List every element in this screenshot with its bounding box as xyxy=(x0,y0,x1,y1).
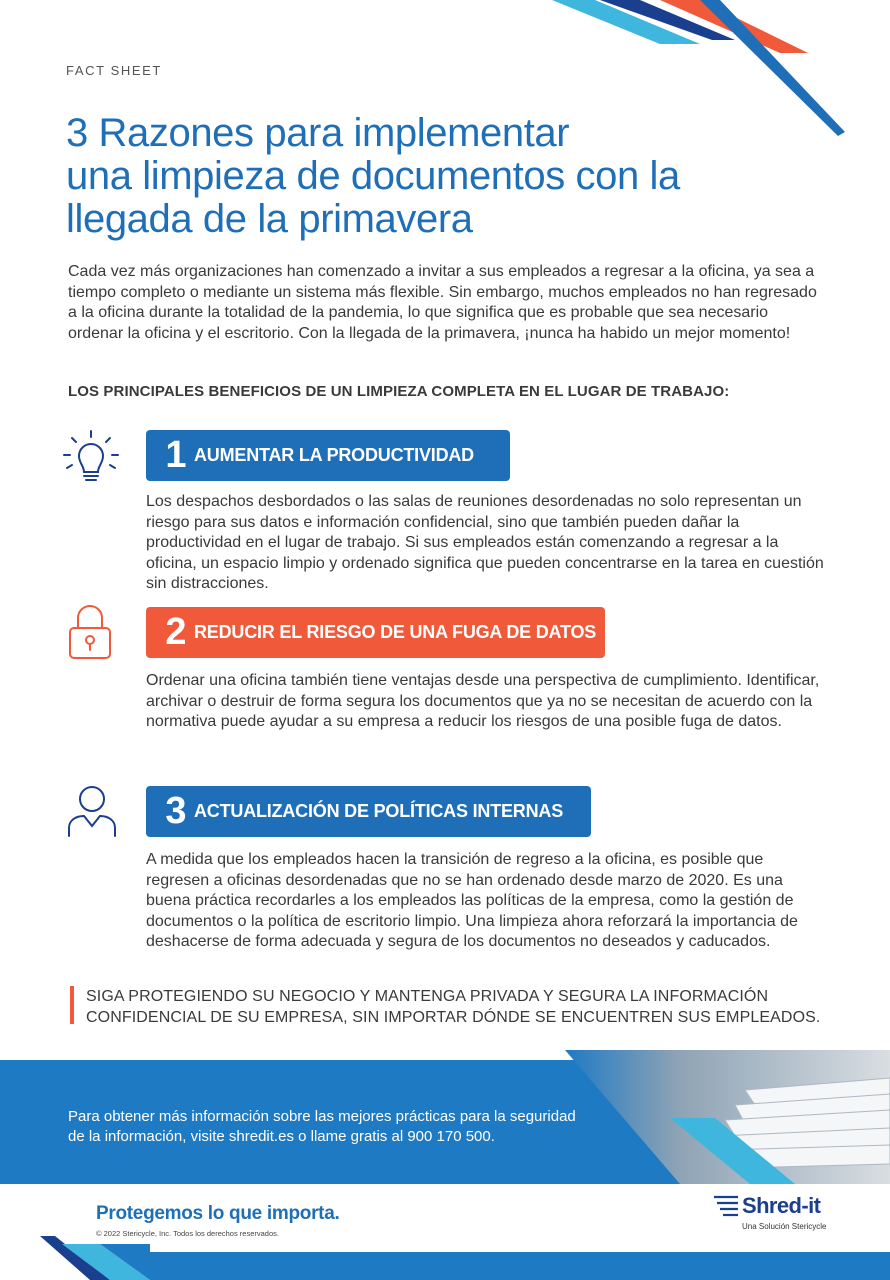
reason-heading: AUMENTAR LA PRODUCTIVIDAD xyxy=(194,445,474,465)
callout-text: SIGA PROTEGIENDO SU NEGOCIO Y MANTENGA PRIVADA Y SEGURA LA INFORMACIÓN CONFIDENCIAL DE SU EMPRESA, SIN IMPORTAR DÓNDE SE ENCUENTREN SUS EMPLEADOS. xyxy=(86,988,821,1026)
person-icon xyxy=(66,784,118,838)
bottom-stripes-decoration xyxy=(0,1230,890,1280)
title-line: 3 Razones para implementar xyxy=(66,111,570,155)
callout-accent-bar xyxy=(70,986,74,1024)
title-line: llegada de la primavera xyxy=(66,197,473,241)
tagline: Protegemos lo que importa. xyxy=(96,1203,340,1224)
reason-number: 3 xyxy=(165,790,187,832)
logo-mark-icon xyxy=(712,1194,740,1220)
title-line: una limpieza de documentos con la xyxy=(66,154,680,198)
reason-number: 1 xyxy=(165,434,187,476)
logo-wordmark: Shred-it xyxy=(742,1193,821,1218)
logo-subtitle: Una Solución Stericycle xyxy=(742,1222,827,1231)
lightbulb-icon xyxy=(62,428,120,486)
reason-1-text: Los despachos desbordados o las salas de reuniones desordenadas no solo representan un riesgo para sus datos e información confidencial, sino que también pueden dañar la productividad en el lugar de trabajo. Si sus empleados están comenzando a regresar a la oficina, un espacio limpio y ordenado significa que pueden concentrarse en la tarea en cuestión sin distracciones. xyxy=(146,493,824,592)
reason-3-text: A medida que los empleados hacen la transición de regreso a la oficina, es posible que regresen a oficinas desordenadas que no se han ordenado desde marzo de 2020. Es una buena práctica recordarles a los empleados las políticas de la empresa, como la gestión de documentos o la política de escritorio limpio. Una limpieza ahora reforzará la importancia de deshacerse de forma adecuada y segura de los documentos no deseados y caducados. xyxy=(146,851,798,950)
page-title xyxy=(66,112,786,241)
footer-text-line: Para obtener más información sobre las mejores prácticas para la seguridad xyxy=(68,1108,576,1125)
reason-3-banner xyxy=(146,786,591,837)
reason-heading: REDUCIR EL RIESGO DE UNA FUGA DE DATOS xyxy=(194,622,597,642)
reason-2-banner xyxy=(146,607,605,658)
intro-paragraph: Cada vez más organizaciones han comenzado a invitar a sus empleados a regresar a la oficina, ya sea a tiempo completo o mediante un sistema más flexible. Sin embargo, muchos empleados no han regresado a la oficina durante la totalidad de la pandemia, lo que significa que es probable que sea necesario ordenar la oficina y el escritorio. Con la llegada de la primavera, ¡nunca ha habido un mejor momento! xyxy=(68,263,817,342)
footer-contact-text xyxy=(68,1107,628,1147)
reason-heading: ACTUALIZACIÓN DE POLÍTICAS INTERNAS xyxy=(194,801,563,821)
copyright-notice: © 2022 Stericycle, Inc. Todos los derechos reservados. xyxy=(96,1229,279,1238)
reason-2-text: Ordenar una oficina también tiene ventajas desde una perspectiva de cumplimiento. Identificar, archivar o destruir de forma segura los documentos que ya no se necesitan de acuerdo con la normativa puede ayudar a su empresa a reducir los riesgos de una posible fuga de datos. xyxy=(146,672,820,730)
benefits-subheading: LOS PRINCIPALES BENEFICIOS DE UN LIMPIEZA COMPLETA EN EL LUGAR DE TRABAJO: xyxy=(68,383,730,400)
footer-text-line: de la información, visite shredit.es o llame gratis al 900 170 500. xyxy=(68,1128,495,1145)
reason-number: 2 xyxy=(165,611,187,653)
reason-1-banner xyxy=(146,430,510,481)
padlock-icon xyxy=(66,604,114,662)
eyebrow-label: FACT SHEET xyxy=(66,63,162,78)
